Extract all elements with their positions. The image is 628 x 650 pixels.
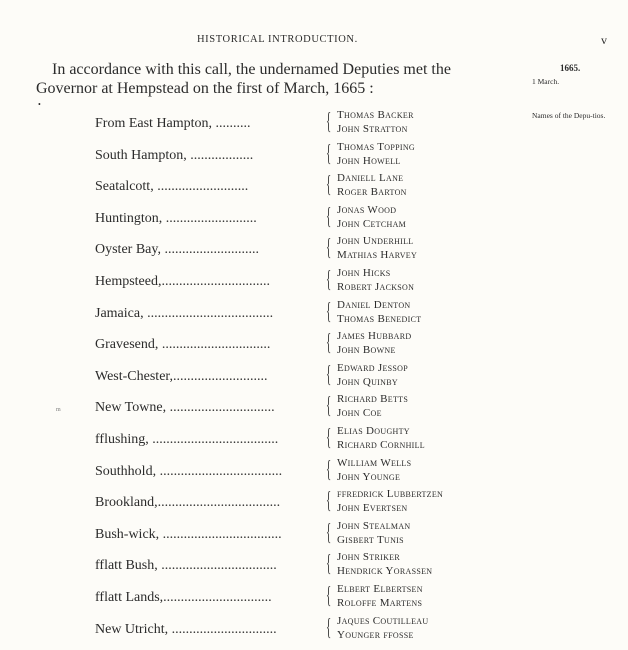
town-name: Hempsteed,...............................: [95, 273, 270, 289]
brace: {: [326, 172, 332, 199]
deputation-row: [0, 298, 628, 330]
running-header: [0, 34, 628, 50]
deputy-name: John Underhill: [337, 235, 414, 248]
town-name: Southhold, ...................................: [95, 463, 283, 479]
deputation-row: [0, 171, 628, 203]
town-name: Seatalcott, ..........................: [95, 179, 249, 195]
intro-line-1: In accordance with this call, the undernamed Deputies met the: [52, 61, 451, 78]
margin-deputies-note: Names of the Depu-tios.: [532, 111, 606, 120]
deputy-name: Roloffe Martens: [337, 596, 423, 609]
town-name: South Hampton, ..................: [95, 147, 254, 163]
deputy-name: Richard Cornhill: [337, 438, 425, 451]
town-name: fflushing, ....................................: [95, 431, 279, 447]
deputy-name: Thomas Topping: [337, 140, 415, 153]
deputation-row: [0, 614, 628, 646]
brace: {: [326, 424, 332, 451]
deputy-name: Mathias Harvey: [337, 249, 418, 262]
margin-year: 1665.: [560, 63, 581, 73]
town-name: Jamaica, ....................................: [95, 305, 274, 321]
brace: {: [326, 551, 332, 578]
brace: {: [326, 235, 332, 262]
deputation-row: [0, 582, 628, 614]
brace: {: [326, 582, 332, 609]
deputy-names: [337, 203, 406, 231]
deputy-names: [337, 298, 421, 326]
deputation-row: [0, 361, 628, 393]
town-name: Brookland,...................................: [95, 495, 281, 511]
deputy-name: Robert Jackson: [337, 280, 415, 293]
deputy-names: [337, 424, 425, 452]
brace: {: [326, 488, 332, 515]
deputation-row: [0, 392, 628, 424]
brace: {: [326, 109, 332, 135]
deputy-names: [337, 519, 411, 547]
deputy-name: Edward Jessop: [337, 361, 408, 374]
town-name: Huntington, ..........................: [95, 210, 257, 226]
brace: {: [326, 361, 332, 388]
deputy-names: [337, 329, 411, 357]
deputy-names: [337, 550, 432, 578]
stray-mark: m: [56, 407, 61, 413]
deputy-names: [337, 614, 428, 642]
page-number: v: [601, 33, 607, 47]
deputy-name: John Stratton: [337, 123, 408, 135]
deputy-name: Jonas Wood: [337, 203, 397, 216]
deputy-name: Richard Betts: [337, 393, 409, 406]
deputy-name: James Hubbard: [337, 330, 412, 343]
deputy-name: Elbert Elbertsen: [337, 582, 423, 595]
town-name: fflatt Bush, .................................: [95, 558, 277, 574]
brace: {: [326, 203, 332, 230]
town-name: Gravesend, ...............................: [95, 337, 271, 353]
deputy-name: John Bowne: [337, 344, 396, 357]
deputy-name: Jaques Coutilleau: [337, 614, 429, 627]
brace: {: [326, 456, 332, 483]
deputy-names: [337, 456, 411, 484]
deputy-name: John Howell: [337, 154, 401, 167]
town-name: New Towne, ..............................: [95, 400, 275, 416]
deputy-name: John Younge: [337, 470, 401, 483]
intro-paragraph: [36, 60, 536, 98]
deputy-name: Thomas Backer: [337, 109, 414, 121]
town-name: fflatt Lands,...............................: [95, 589, 272, 605]
deputy-name: ffredrick Lubbertzen: [337, 488, 444, 501]
running-title: HISTORICAL INTRODUCTION.: [197, 34, 358, 45]
deputy-names: [337, 108, 414, 136]
town-name: New Utricht, ..............................: [95, 621, 277, 637]
deputy-name: Younger ffosse: [337, 628, 414, 641]
deputy-name: Elias Doughty: [337, 424, 410, 437]
deputation-row: [0, 140, 628, 172]
deputy-names: [337, 171, 407, 199]
deputy-names: [337, 140, 415, 168]
deputy-name: John Stealman: [337, 519, 411, 532]
deputy-name: John Coe: [337, 407, 382, 420]
deputation-row: [0, 550, 628, 582]
deputy-name: John Striker: [337, 551, 400, 564]
deputy-name: John Evertsen: [337, 502, 408, 515]
deputation-row: [0, 487, 628, 519]
brace: {: [326, 614, 332, 641]
deputation-row: [0, 203, 628, 235]
deputation-row: [0, 234, 628, 266]
deputy-name: Roger Barton: [337, 186, 407, 199]
deputation-row: [0, 456, 628, 488]
intro-line-2: Governor at Hempstead on the first of March, 1665 :: [36, 80, 374, 97]
brace: {: [326, 298, 332, 325]
deputy-name: William Wells: [337, 456, 412, 469]
brace: {: [326, 140, 332, 167]
deputy-name: Daniel Denton: [337, 298, 411, 311]
deputy-name: Hendrick Yorassen: [337, 565, 433, 578]
deputy-name: John Quinby: [337, 375, 398, 388]
deputy-name: John Hicks: [337, 266, 391, 279]
stray-dot: •: [38, 100, 41, 109]
town-name: Oyster Bay, ...........................: [95, 242, 259, 258]
deputation-row: [0, 108, 628, 140]
deputy-name: Daniell Lane: [337, 172, 404, 185]
brace: {: [326, 393, 332, 420]
brace: {: [326, 519, 332, 546]
deputy-names: [337, 266, 414, 294]
deputation-row: [0, 329, 628, 361]
deputation-row: [0, 519, 628, 551]
deputy-name: John Cetcham: [337, 217, 407, 230]
town-name: Bush-wick, ..................................: [95, 526, 282, 542]
deputy-names: [337, 234, 417, 262]
deputation-row: [0, 424, 628, 456]
deputy-names: [337, 582, 423, 610]
town-name: From East Hampton, ..........: [95, 116, 251, 131]
brace: {: [326, 266, 332, 293]
deputy-names: [337, 361, 408, 389]
deputies-list: [0, 108, 628, 645]
margin-date: 1 March.: [532, 77, 560, 86]
deputy-names: [337, 487, 443, 515]
deputy-name: Thomas Benedict: [337, 312, 422, 325]
town-name: West-Chester,...........................: [95, 368, 268, 384]
deputy-name: Gisbert Tunis: [337, 533, 404, 546]
deputation-row: [0, 266, 628, 298]
brace: {: [326, 330, 332, 357]
deputy-names: [337, 392, 408, 420]
